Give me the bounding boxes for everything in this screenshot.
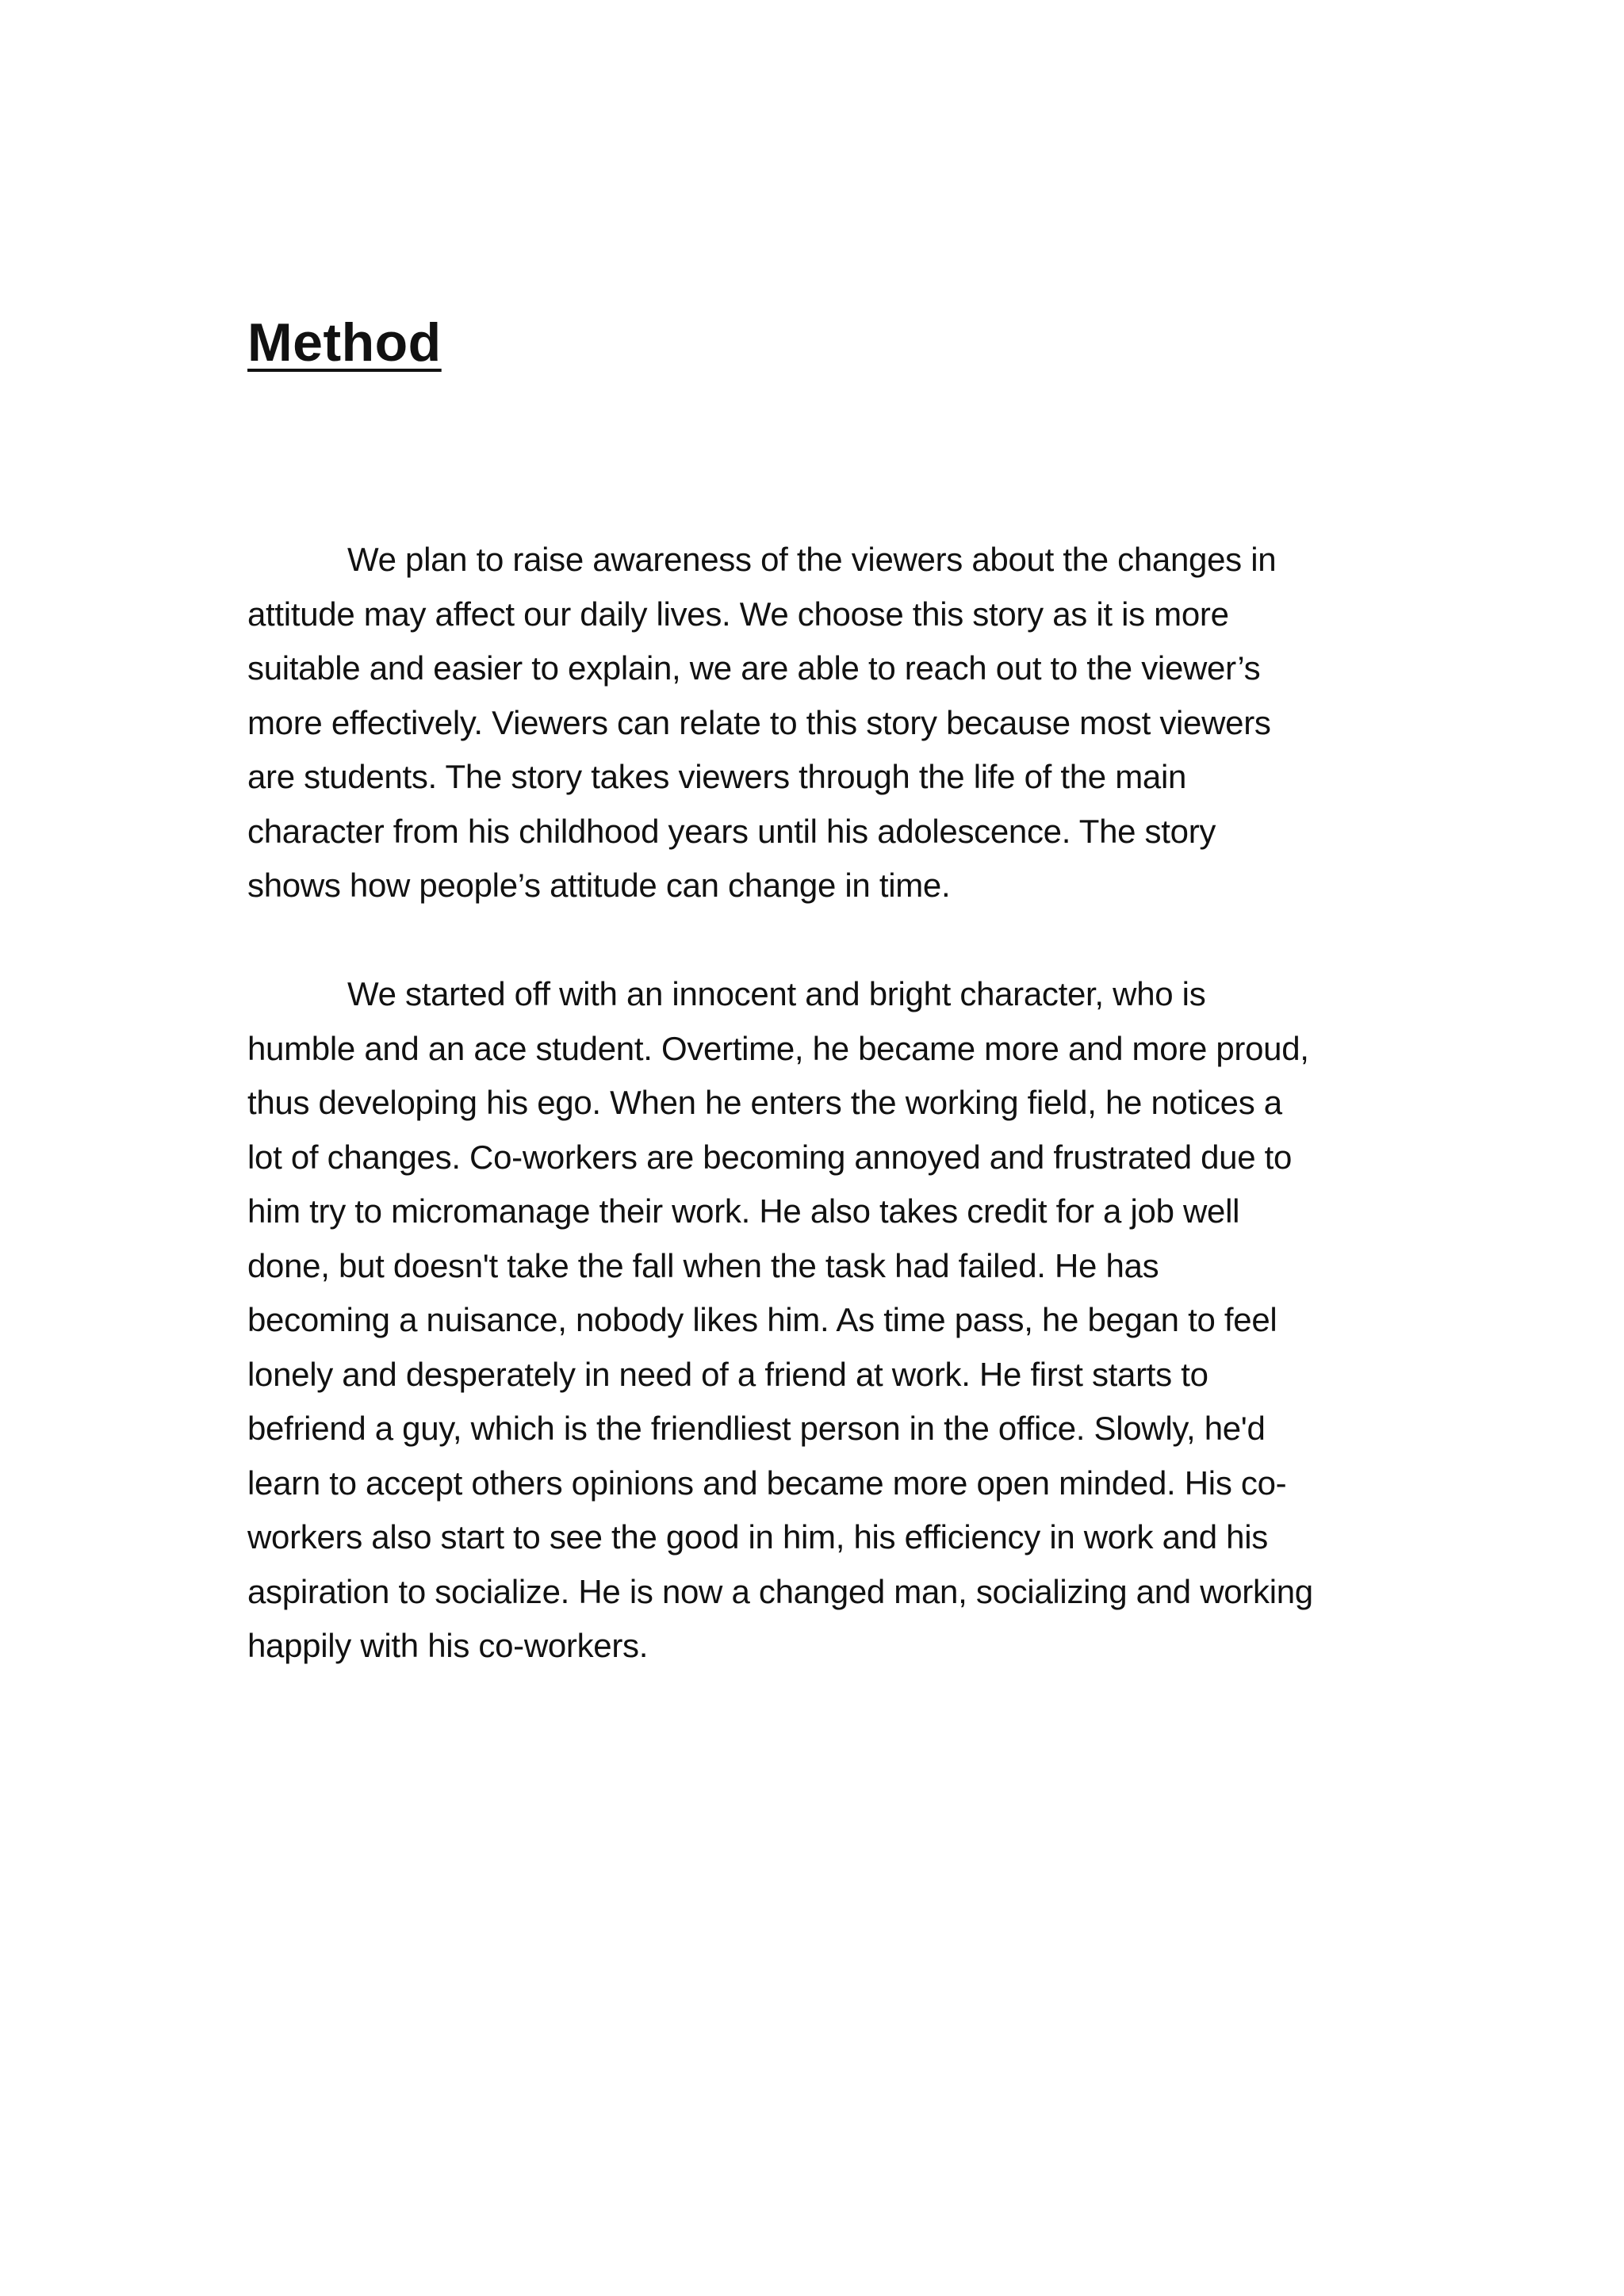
paragraph-spacer <box>247 913 1413 968</box>
text-line: learn to accept others opinions and became more open minded. His co- <box>247 1464 1287 1502</box>
text-line: happily with his co-workers. <box>247 1627 649 1664</box>
text-line: attitude may affect our daily lives. We choose this story as it is more <box>247 595 1229 633</box>
text-line: befriend a guy, which is the friendliest person in the office. Slowly, he'd <box>247 1410 1266 1447</box>
text-line: character from his childhood years until his adolescence. The story <box>247 812 1216 850</box>
text-line: thus developing his ego. When he enters the working field, he notices a <box>247 1084 1282 1121</box>
text-line: done, but doesn't take the fall when the task had failed. He has <box>247 1246 1159 1284</box>
text-line: We started off with an innocent and bright character, who is <box>347 975 1206 1012</box>
paragraph-2 <box>247 967 1413 1674</box>
text-line: are students. The story takes viewers through the life of the main <box>247 758 1187 795</box>
body-text <box>247 533 1413 1674</box>
paragraph-1 <box>247 533 1413 913</box>
text-line: becoming a nuisance, nobody likes him. As time pass, he began to feel <box>247 1301 1277 1338</box>
section-heading: Method <box>247 312 442 373</box>
text-line: lot of changes. Co-workers are becoming annoyed and frustrated due to <box>247 1138 1293 1176</box>
text-line: shows how people’s attitude can change in time. <box>247 867 951 904</box>
text-line: aspiration to socialize. He is now a changed man, socializing and working <box>247 1572 1313 1610</box>
text-line: lonely and desperately in need of a friend at work. He first starts to <box>247 1355 1208 1393</box>
text-line: suitable and easier to explain, we are able to reach out to the viewer’s <box>247 649 1261 687</box>
text-line: We plan to raise awareness of the viewers about the changes in <box>347 541 1277 578</box>
text-line: him try to micromanage their work. He also takes credit for a job well <box>247 1192 1240 1230</box>
text-line: humble and an ace student. Overtime, he became more and more proud, <box>247 1029 1309 1067</box>
text-line: more effectively. Viewers can relate to this story because most viewers <box>247 703 1271 741</box>
text-line: workers also start to see the good in him, his efficiency in work and his <box>247 1518 1268 1556</box>
